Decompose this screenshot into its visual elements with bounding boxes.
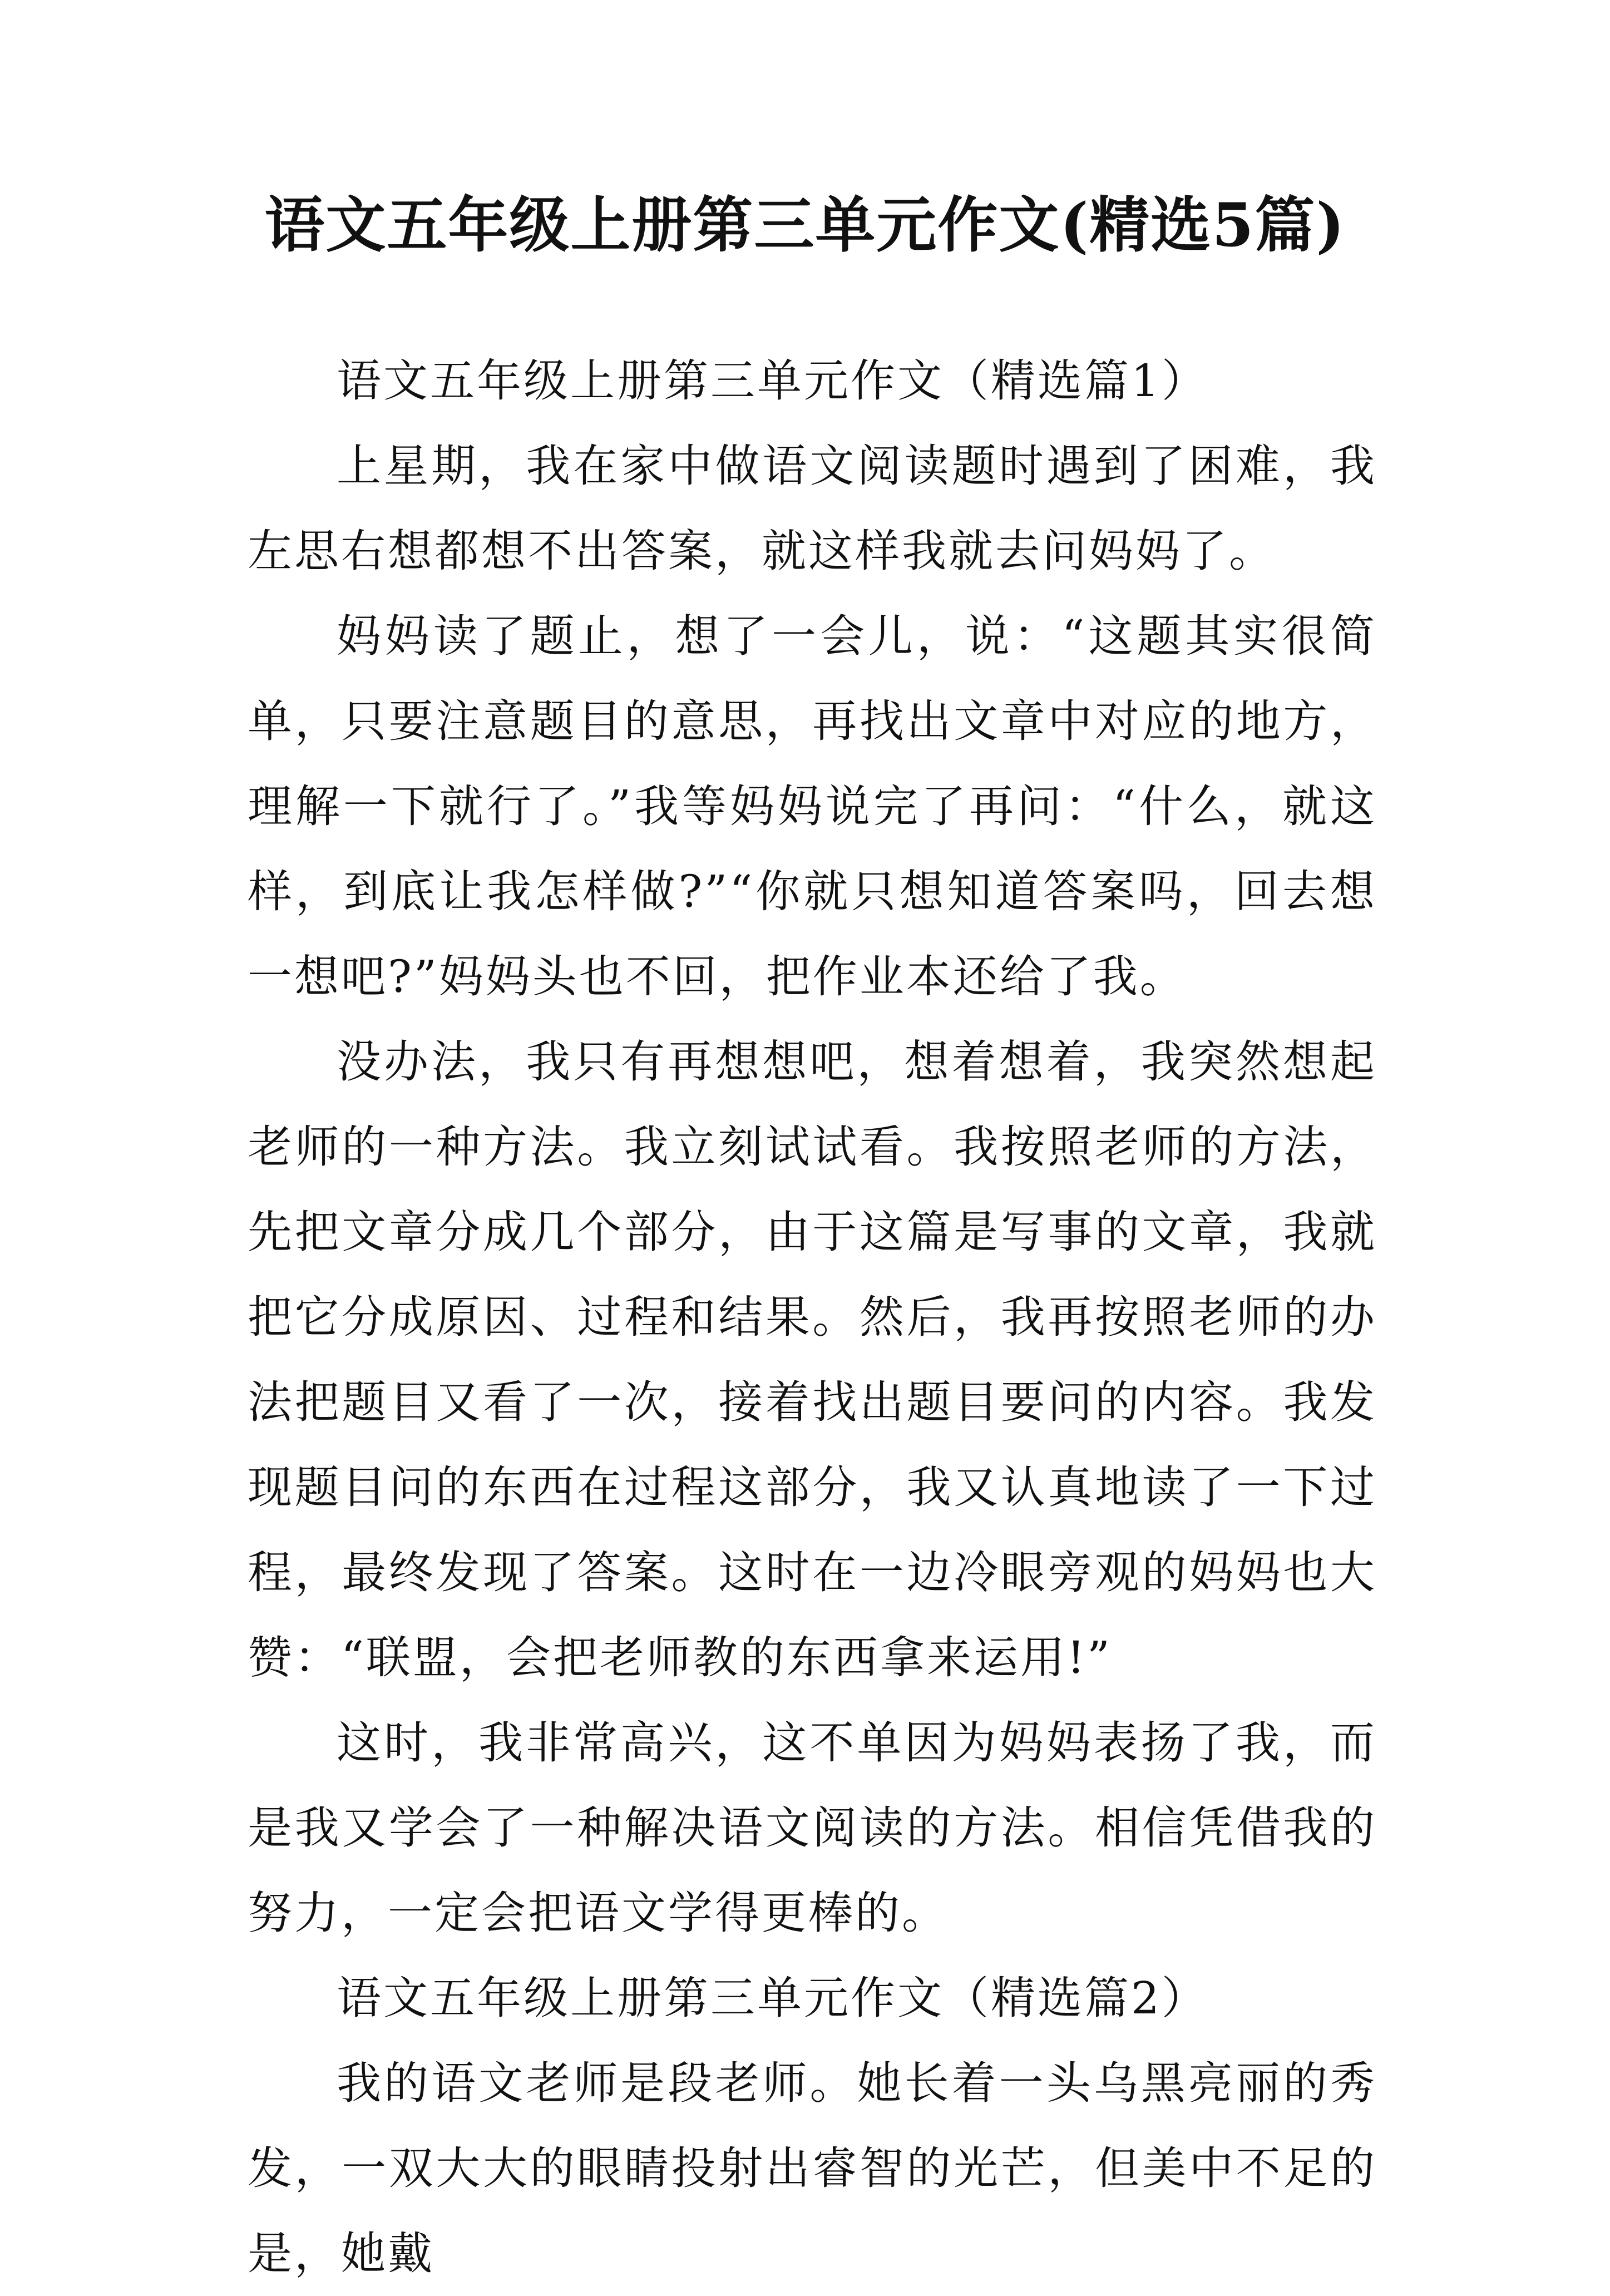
paragraph: 妈妈读了题止，想了一会儿，说：“这题其实很简单，只要注意题目的意思，再找出文章中对应的地方，理解一下就行了。”我等妈妈说完了再问：“什么，就这样，到底让我怎样做?”“你就只想知道答案吗，回去想一想吧?”妈妈头也不回，把作业本还给了我。 [248,610,1377,1003]
paragraph: 没办法，我只有再想想吧，想着想着，我突然想起老师的一种方法。我立刻试试看。我按照老师的方法，先把文章分成几个部分，由于这篇是写事的文章，我就把它分成原因、过程和结果。然后，我再按照老师的办法把题目又看了一次，接着找出题目要问的内容。我发现题目问的东西在过程这部分，我又认真地读了一下过程，最终发现了答案。这时在一边冷眼旁观的妈妈也大赞：“联盟，会把老师教的东西拿来运用!” [248,1036,1377,1683]
paragraph: 我的语文老师是段老师。她长着一头乌黑亮丽的秀发，一双大大的眼睛投射出睿智的光芒，但美中不足的是，她戴 [248,2057,1377,2279]
essay-heading-1: 语文五年级上册第三单元作文（精选篇1） [337,355,1208,407]
paragraph: 这时，我非常高兴，这不单因为妈妈表扬了我，而是我又学会了一种解决语文阅读的方法。相信凭借我的努力，一定会把语文学得更棒的。 [248,1717,1377,1939]
paragraph: 上星期，我在家中做语文阅读题时遇到了困难，我左思右想都想不出答案，就这样我就去问妈妈了。 [248,440,1377,577]
document-title: 语文五年级上册第三单元作文(精选5篇) [264,190,1346,260]
essay-heading-2: 语文五年级上册第三单元作文（精选篇2） [337,1972,1208,2024]
document-body [248,338,1377,2296]
